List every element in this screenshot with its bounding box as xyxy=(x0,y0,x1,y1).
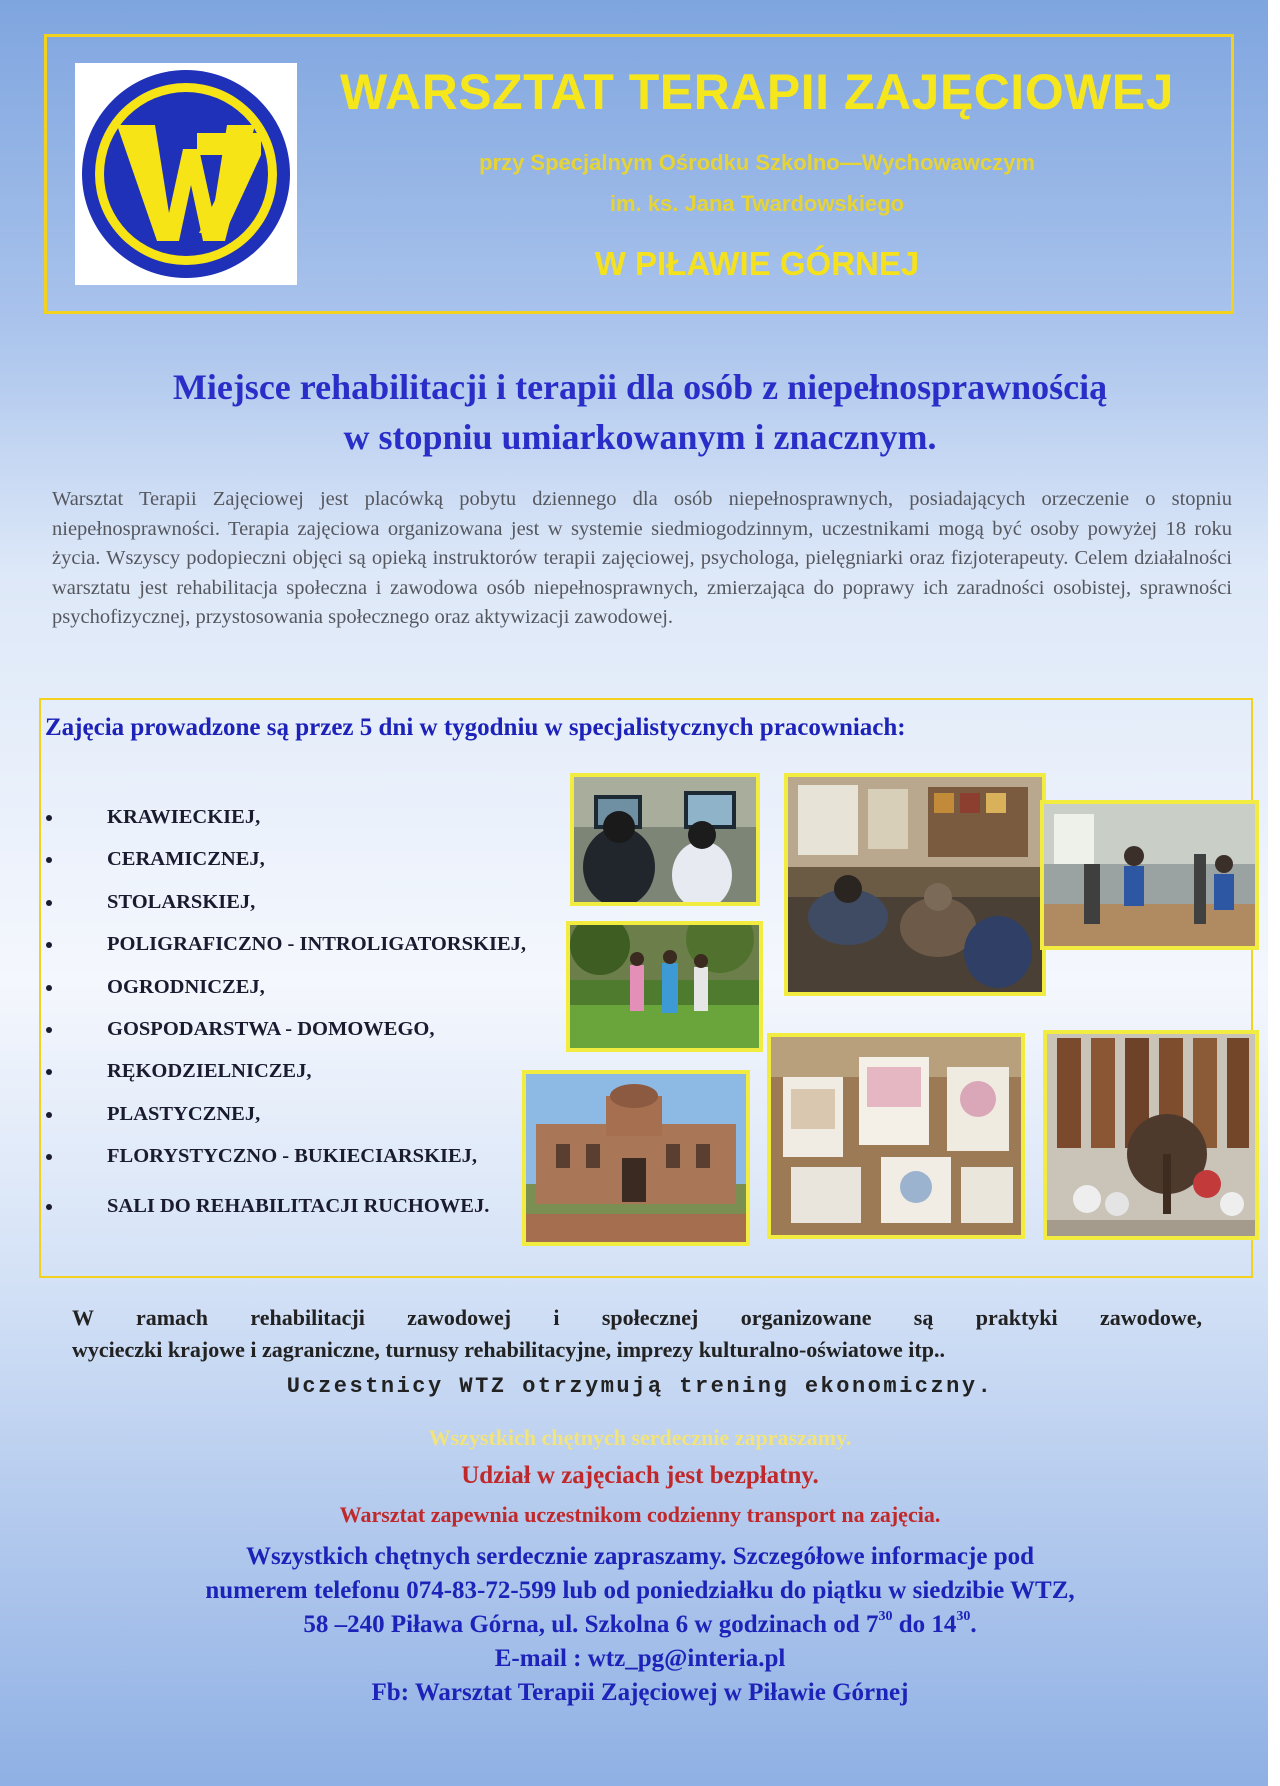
list-item: STOLARSKIEJ, xyxy=(38,881,526,923)
headline-line-2: w stopniu umiarkowanym i znacznym. xyxy=(343,417,937,457)
list-item: PLASTYCZNEJ, xyxy=(38,1093,526,1135)
contact-line-3: 58 –240 Piława Górna, ul. Szkolna 6 w godzinach od $7^{30}$ do $14^{30}$. xyxy=(303,1609,977,1638)
workshops-list xyxy=(38,796,526,1226)
list-item: FLORYSTYCZNO - BUKIECIARSKIEJ, xyxy=(38,1135,526,1177)
headline-line-1: Miejsce rehabilitacji i terapii dla osób z niepełnosprawnością xyxy=(172,367,1108,407)
transport-info: Warsztat zapewnia uczestnikom codzienny transport na zajęcia. xyxy=(339,1502,941,1527)
bullet-icon xyxy=(46,1154,52,1160)
photo-garden-outing xyxy=(566,921,763,1052)
bullet-icon xyxy=(46,1027,52,1033)
photo-gym-rehabilitation xyxy=(1040,800,1259,950)
subtitle-town: W PIŁAWIE GÓRNEJ xyxy=(594,245,920,282)
economic-training: Uczestnicy WTZ otrzymują trening ekonomiczny. xyxy=(286,1374,994,1399)
contact-facebook[interactable]: Fb: Warsztat Terapii Zajęciowej w Piławie Górnej xyxy=(371,1679,909,1706)
activities-paragraph xyxy=(72,1302,1202,1366)
list-item: SALI DO REHABILITACJI RUCHOWEJ. xyxy=(38,1178,526,1226)
intro-paragraph: Warsztat Terapii Zajęciowej jest placówką pobytu dziennego dla osób niepełnosprawnych, posiadających orzeczenie o stopniu niepełnosprawności. Terapia zajęciowa organizowana jest w systemie siedmiogodzinnym, uczestnikami mogą być osoby powyżej 18 roku życia. Wszyscy podopieczni objęci są opieką instruktorów terapii zajęciowej, psychologa, pielęgniarki oraz fizjoterapeuty. Celem działalności warsztatu jest rehabilitacja społeczna i zawodowa osób niepełnosprawnych, zmierzająca do poprawy ich zaradności osobistej, sprawności psychofizycznej, przystosowania społecznego oraz aktywizacji zawodowej. xyxy=(52,488,1232,628)
list-item: POLIGRAFICZNO - INTROLIGATORSKIEJ, xyxy=(38,923,526,965)
photo-workshop-classroom xyxy=(784,773,1046,996)
contact-line-1: Wszystkich chętnych serdecznie zapraszamy. Szczegółowe informacje pod xyxy=(245,1543,1035,1570)
list-item: OGRODNICZEJ, xyxy=(38,966,526,1008)
activities-line-1: W ramach rehabilitacji zawodowej i społecznej organizowane są praktyki zawodowe, xyxy=(72,1305,1202,1330)
bullet-icon xyxy=(46,815,52,821)
subtitle-school: przy Specjalnym Ośrodku Szkolno—Wychowawczym xyxy=(479,150,1035,175)
header-frame xyxy=(44,34,1234,314)
bullet-icon xyxy=(46,1069,52,1075)
list-item: CERAMICZNEJ, xyxy=(38,838,526,880)
workshops-title: Zajęcia prowadzone są przez 5 dni w tygodniu w specjalistycznych pracowniach: xyxy=(45,714,906,741)
bullet-icon xyxy=(46,1204,52,1210)
subtitle-patron: im. ks. Jana Twardowskiego xyxy=(609,191,905,216)
photo-church-trip xyxy=(522,1070,750,1246)
bullet-icon xyxy=(46,900,52,906)
list-item: KRAWIECKIEJ, xyxy=(38,796,526,838)
invitation-yellow: Wszystkich chętnych serdecznie zapraszamy. xyxy=(428,1425,852,1450)
headline xyxy=(60,362,1220,462)
photo-computer-room xyxy=(570,773,760,906)
bullet-icon xyxy=(46,857,52,863)
photo-handmade-cards xyxy=(767,1033,1025,1239)
bullet-icon xyxy=(46,1112,52,1118)
contact-line-2: numerem telefonu 074-83-72-599 lub od poniedziałku do piątku w siedzibie WTZ, xyxy=(205,1577,1075,1604)
page-title: WARSZTAT TERAPII ZAJĘCIOWEJ xyxy=(340,64,1174,120)
photo-crafts-display xyxy=(1043,1030,1259,1240)
free-participation: Udział w zajęciach jest bezpłatny. xyxy=(461,1462,819,1489)
list-item: RĘKODZIELNICZEJ, xyxy=(38,1050,526,1092)
contact-email[interactable]: E-mail : wtz_pg@interia.pl xyxy=(494,1645,786,1672)
activities-line-2: wycieczki krajowe i zagraniczne, turnusy rehabilitacyjne, imprezy kulturalno-oświatowe itp.. xyxy=(72,1337,945,1362)
bullet-icon xyxy=(46,985,52,991)
list-item: GOSPODARSTWA - DOMOWEGO, xyxy=(38,1008,526,1050)
bullet-icon xyxy=(46,942,52,948)
contact-block xyxy=(0,1540,1280,1710)
wtz-logo xyxy=(75,63,297,285)
